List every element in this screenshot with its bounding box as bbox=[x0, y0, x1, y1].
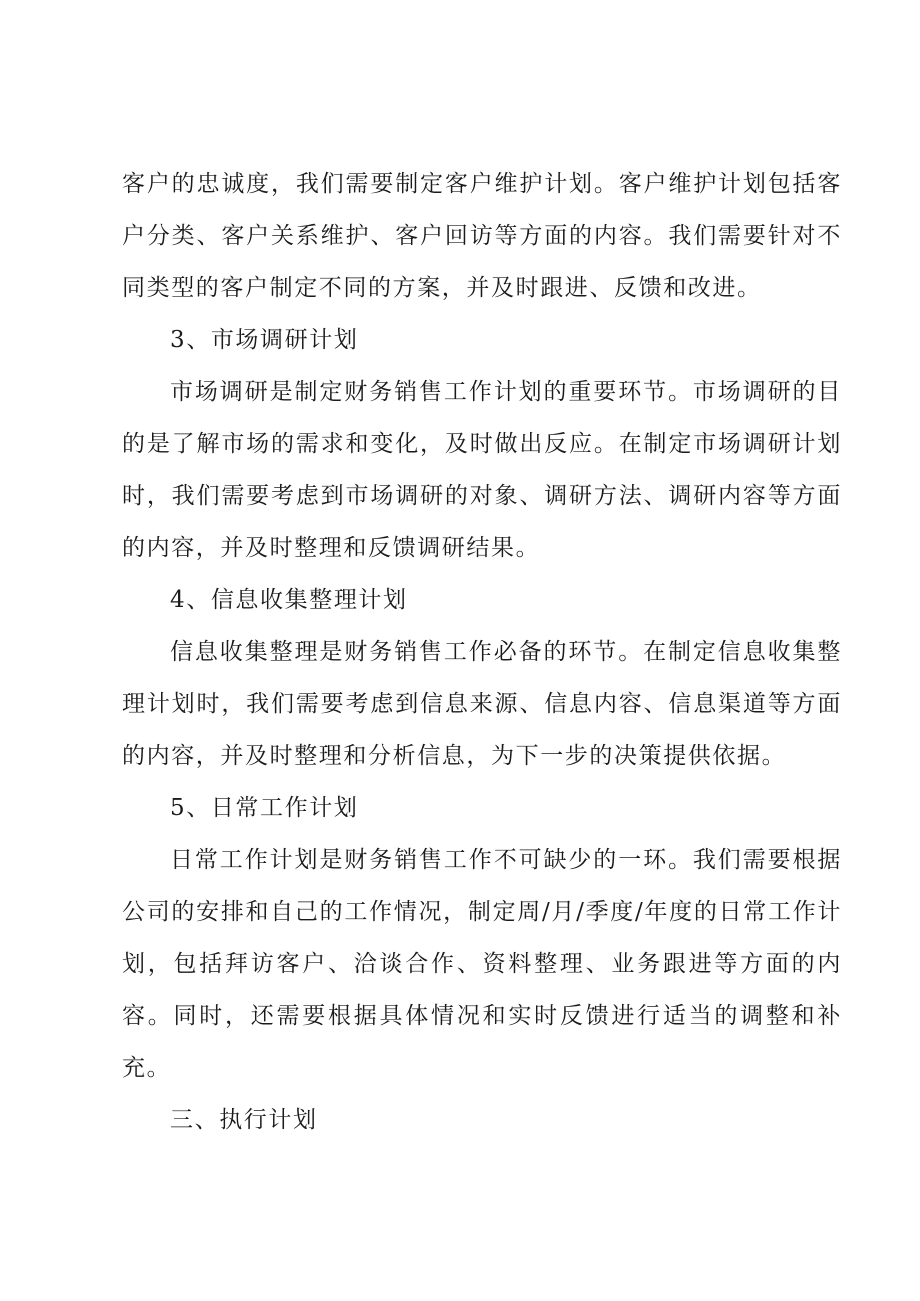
heading-information-collection-plan: 4、信息收集整理计划 bbox=[170, 587, 408, 613]
heading-execute-plan: 三、执行计划 bbox=[170, 1107, 318, 1133]
paragraph-market-research: 市场调研是制定财务销售工作计划的重要环节。市场调研的目的是了解市场的需求和变化，及时做出反应。在制定市场调研计划时，我们需要考虑到市场调研的对象、调研方法、调研内容等方面的内容，并及时整理和反馈调研结果。 bbox=[122, 379, 842, 561]
paragraph-daily-work: 日常工作计划是财务销售工作不可缺少的一环。我们需要根据公司的安排和自己的工作情况，制定周/月/季度/年度的日常工作计划，包括拜访客户、洽谈合作、资料整理、业务跟进等方面的内容。同时，还需要根据具体情况和实时反馈进行适当的调整和补充。 bbox=[122, 847, 842, 1081]
document-body bbox=[122, 158, 842, 1146]
heading-market-research-plan: 3、市场调研计划 bbox=[170, 327, 359, 353]
paragraph-information-collection: 信息收集整理是财务销售工作必备的环节。在制定信息收集整理计划时，我们需要考虑到信息来源、信息内容、信息渠道等方面的内容，并及时整理和分析信息，为下一步的决策提供依据。 bbox=[122, 639, 842, 769]
paragraph-customer-maintenance: 客户的忠诚度，我们需要制定客户维护计划。客户维护计划包括客户分类、客户关系维护、客户回访等方面的内容。我们需要针对不同类型的客户制定不同的方案，并及时跟进、反馈和改进。 bbox=[122, 171, 842, 301]
heading-daily-work-plan: 5、日常工作计划 bbox=[170, 795, 359, 821]
